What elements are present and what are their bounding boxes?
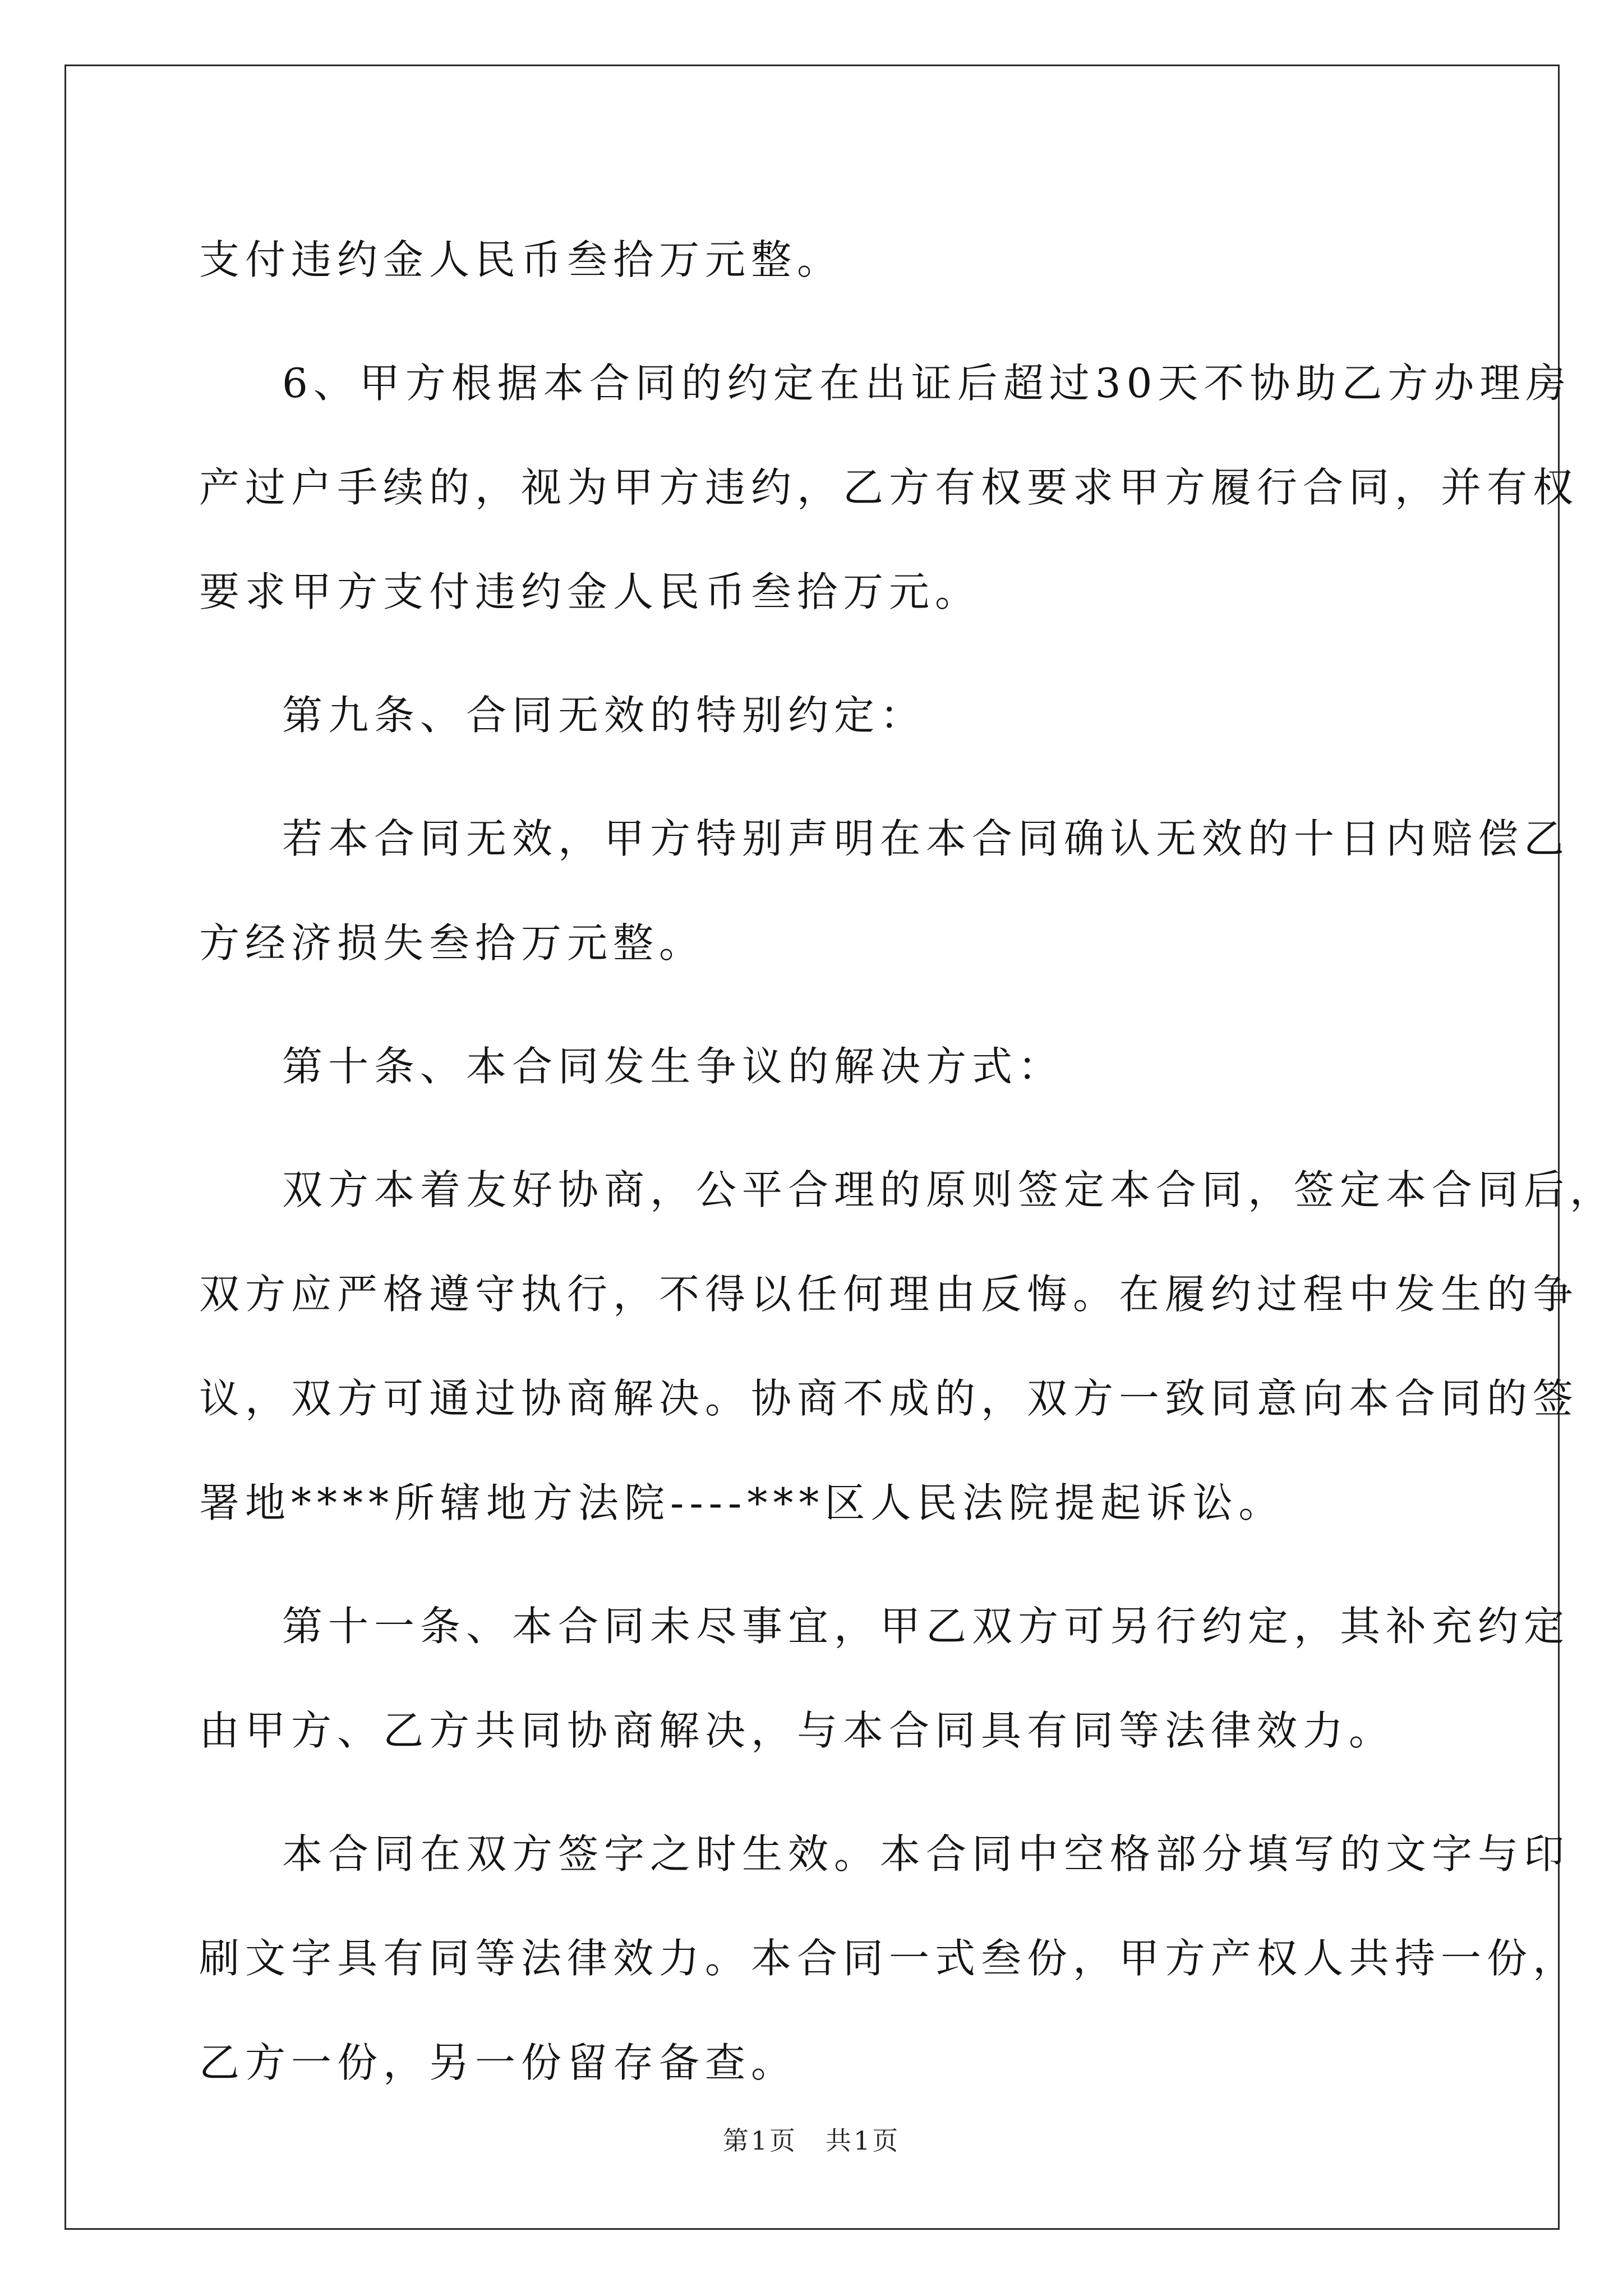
text-line: 要求甲方支付违约金人民币叁拾万元。 [199,568,981,615]
paragraph [199,1574,1570,1783]
section-heading: 第九条、合同无效的特别约定： [282,692,926,739]
text-line: 6、甲方根据本合同的约定在出证后超过30天不协助乙方办理房 [282,360,1572,407]
paragraph [199,786,1570,995]
text-line: 若本合同无效，甲方特别声明在本合同确认无效的十日内赔偿乙 [282,815,1570,862]
text-line: 支付违约金人民币叁拾万元整。 [199,236,843,283]
section-heading: 第十条、本合同发生争议的解决方式： [282,1043,1064,1090]
page-footer: 第1页 共1页 [722,2125,901,2156]
text-line: 乙方一份，另一份留存备查。 [199,2039,797,2086]
text-line: 议，双方可通过协商解决。协商不成的，双方一致同意向本合同的签 [199,1375,1579,1422]
paragraph [199,1138,1616,1555]
paragraph [199,1014,1433,1119]
paragraph [199,208,1433,312]
paragraph [199,1802,1579,2115]
paragraph [199,663,1433,767]
text-line: 产过户手续的，视为甲方违约，乙方有权要求甲方履行合同，并有权 [199,464,1579,511]
text-line: 双方本着友好协商，公平合理的原则签定本合同，签定本合同后， [282,1166,1616,1213]
text-line: 由甲方、乙方共同协商解决，与本合同具有同等法律效力。 [199,1707,1395,1754]
text-line: 本合同在双方签字之时生效。本合同中空格部分填写的文字与印 [282,1830,1570,1878]
text-line: 双方应严格遵守执行，不得以任何理由反悔。在履约过程中发生的争 [199,1271,1579,1318]
document-body [199,208,1616,2134]
text-line: 第十一条、本合同未尽事宜，甲乙双方可另行约定，其补充约定 [282,1603,1570,1650]
text-line: 刷文字具有同等法律效力。本合同一式叁份，甲方产权人共持一份， [199,1935,1579,1982]
text-line: 方经济损失叁拾万元整。 [199,919,706,967]
text-line: 署地****所辖地方法院----***区人民法院提起诉讼。 [199,1479,1285,1526]
paragraph [199,331,1579,644]
